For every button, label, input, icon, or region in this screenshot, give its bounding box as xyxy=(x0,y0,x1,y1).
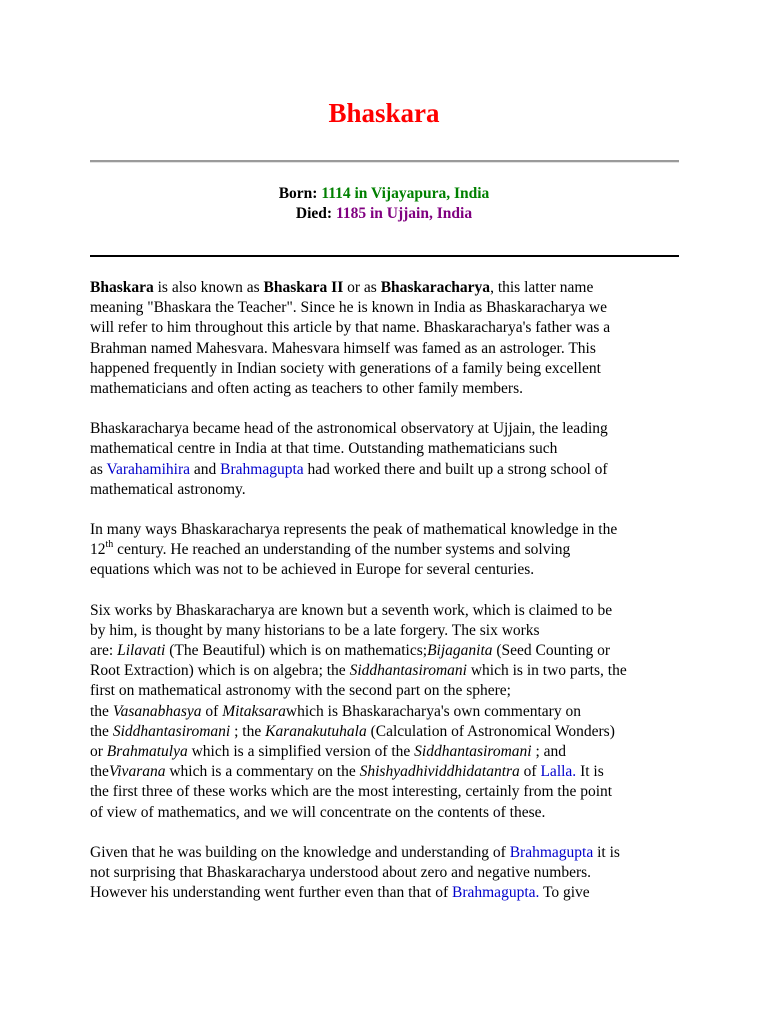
text-line: Root Extraction) which is on algebra; the Siddhantasiromani which is in two parts, the xyxy=(90,662,627,680)
bold-term: Bhaskara II xyxy=(263,279,344,296)
work-title: Siddhantasiromani xyxy=(349,662,467,680)
text-line: the Siddhantasiromani ; the Karanakutuhala (Calculation of Astronomical Wonders) xyxy=(90,722,615,740)
article-body xyxy=(90,278,690,923)
work-title: Brahmatulya xyxy=(106,743,188,761)
text-line: Brahman named Mahesvara. Mahesvara himself was famed as an astrologer. This xyxy=(90,339,596,357)
text-line: mathematical centre in India at that time. Outstanding mathematicians such xyxy=(90,440,558,458)
paragraph-observatory xyxy=(90,419,690,500)
text-line: happened frequently in Indian society with generations of a family being excellent xyxy=(90,359,601,377)
died-value: 1185 in Ujjain, India xyxy=(335,205,473,222)
text-line: equations which was not to be achieved in Europe for several centuries. xyxy=(90,561,535,579)
work-title: Siddhantasiromani xyxy=(112,722,231,740)
bio-divider xyxy=(90,255,679,257)
paragraph-intro xyxy=(90,278,690,399)
paragraph-zero xyxy=(90,843,690,904)
born-line xyxy=(0,184,768,204)
paragraph-peak xyxy=(90,520,690,581)
text-line: mathematicians and often acting as teachers to other family members. xyxy=(90,380,523,398)
text-line: will refer to him throughout this article by that name. Bhaskaracharya's father was a xyxy=(90,319,611,337)
link-varahamihira[interactable]: Varahamihira xyxy=(106,460,191,478)
died-label: Died: xyxy=(295,205,333,222)
died-line xyxy=(0,204,768,224)
header-divider xyxy=(90,160,679,163)
text-line: the first three of these works which are the most interesting, certainly from the point xyxy=(90,783,613,801)
text-line: mathematical astronomy. xyxy=(90,480,246,498)
link-brahmagupta[interactable]: Brahmagupta xyxy=(509,843,594,861)
link-brahmagupta[interactable]: Brahmagupta xyxy=(220,460,304,478)
work-title: Karanakutuhala xyxy=(265,722,367,740)
work-title: Bijaganita xyxy=(427,642,493,660)
text-line: not surprising that Bhaskaracharya understood about zero and negative numbers. xyxy=(90,864,592,882)
text-line: Bhaskaracharya became head of the astronomical observatory at Ujjain, the leading xyxy=(90,420,608,438)
text-line: are: Lilavati (The Beautiful) which is on mathematics;Bijaganita (Seed Counting or xyxy=(90,642,611,660)
text-line: by him, is thought by many historians to be a late forgery. The six works xyxy=(90,621,540,639)
paragraph-works xyxy=(90,601,690,823)
bold-term: Bhaskaracharya xyxy=(380,279,491,296)
text-line: as Varahamihira and Brahmagupta had worked there and built up a strong school of xyxy=(90,460,608,478)
text-line: Bhaskara is also known as Bhaskara II or as Bhaskaracharya, this latter name xyxy=(90,279,594,296)
work-title: Vasanabhasya xyxy=(112,702,202,720)
text-line: first on mathematical astronomy with the second part on the sphere; xyxy=(90,682,511,700)
text-line: or Brahmatulya which is a simplified version of the Siddhantasiromani ; and xyxy=(90,743,567,761)
page-title: Bhaskara xyxy=(328,98,440,128)
text-line: However his understanding went further even than that of Brahmagupta. To give xyxy=(90,884,590,902)
work-title: Lilavati xyxy=(117,642,166,660)
work-title: Siddhantasiromani xyxy=(414,743,532,761)
text-line: 12th century. He reached an understanding of the number systems and solving xyxy=(90,539,571,559)
born-label: Born: xyxy=(278,185,318,202)
text-line: In many ways Bhaskaracharya represents the peak of mathematical knowledge in the xyxy=(90,521,618,539)
link-brahmagupta[interactable]: Brahmagupta. xyxy=(452,884,540,902)
link-lalla[interactable]: Lalla. xyxy=(540,763,577,781)
bio-block xyxy=(0,184,768,224)
text-line: of view of mathematics, and we will concentrate on the contents of these. xyxy=(90,803,546,821)
text-line: Six works by Bhaskaracharya are known but a seventh work, which is claimed to be xyxy=(90,601,613,619)
superscript: th xyxy=(105,539,114,551)
text-line: meaning "Bhaskara the Teacher". Since he is known in India as Bhaskaracharya we xyxy=(90,299,608,317)
work-title: Shishyadhividdhidatantra xyxy=(359,763,520,781)
text-line: Given that he was building on the knowledge and understanding of Brahmagupta it is xyxy=(90,843,620,861)
text-line: theVivarana which is a commentary on the Shishyadhividdhidatantra of Lalla. It is xyxy=(90,763,604,781)
work-title: Mitaksara xyxy=(222,702,286,720)
work-title: Vivarana xyxy=(108,763,166,781)
born-value: 1114 in Vijayapura, India xyxy=(321,185,490,202)
bold-term: Bhaskara xyxy=(90,279,154,296)
text-line: the Vasanabhasya of Mitaksarawhich is Bhaskaracharya's own commentary on xyxy=(90,702,581,720)
